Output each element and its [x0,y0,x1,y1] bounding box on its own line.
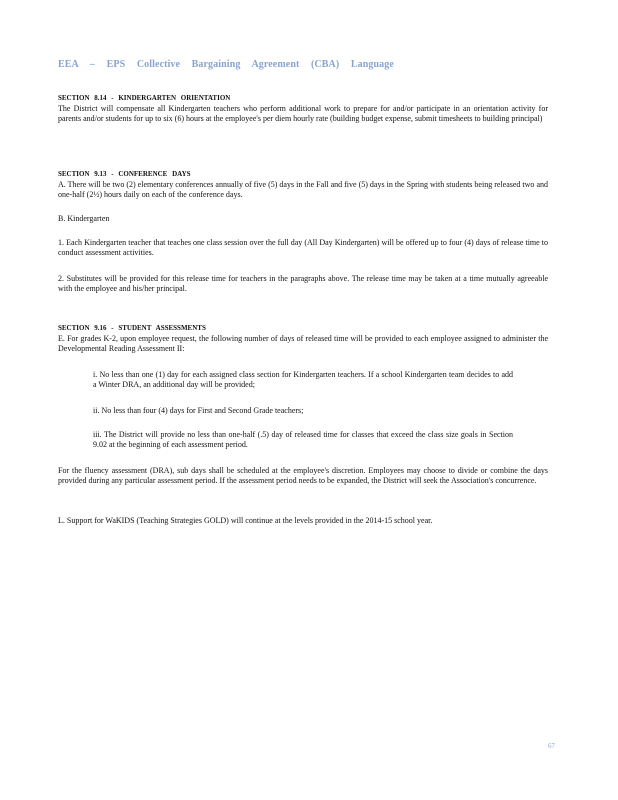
assessment-item-ii: ii. No less than four (4) days for First and Second Grade teachers; [93,406,304,415]
section-heading-8-14: SECTION 8.14 - KINDERGARTEN ORIENTATION [58,94,231,102]
conference-days-paragraph-a: A. There will be two (2) elementary conferences annually of five (5) days in the Fall and five (5) days in the Spring with students being released two and one-half (2½) hours daily on each of the conference days. [58,180,548,199]
section-heading-9-13: SECTION 9.13 - CONFERENCE DAYS [58,170,191,178]
section-8-14-paragraph: The District will compensate all Kindergarten teachers who perform additional work to prepare for and/or participate in an orientation activity for parents and/or students for up to six (6) hours at the employee's per diem hourly rate (building budget expense, submit timesheets to building principal) [58,104,548,123]
document-title: EEA – EPS Collective Bargaining Agreement (CBA) Language [58,59,394,70]
kindergarten-subheading: B. Kindergarten [58,214,110,223]
assessment-item-iii: iii. The District will provide no less than one-half (.5) day of released time for classes that exceed the class size goals in Section 9.02 at the beginning of each assessment period. [93,430,513,449]
kindergarten-item-2: 2. Substitutes will be provided for this release time for teachers in the paragraphs above. The release time may be taken at a time mutually agreeable with the employee and his/her principal. [58,274,548,293]
assessment-item-i: i. No less than one (1) day for each assigned class section for Kindergarten teachers. If a school Kindergarten team decides to add a Winter DRA, an additional day will be provided; [93,370,513,389]
fluency-assessment-paragraph: For the fluency assessment (DRA), sub days shall be scheduled at the employee's discretion. Employees may choose to divide or combine the days provided during any particular assessment period. If the assessment period needs to be expanded, the District will seek the Association's concurrence. [58,466,548,485]
student-assessments-paragraph-e: E. For grades K-2, upon employee request, the following number of days of released time will be provided to each employee assigned to administer the Developmental Reading Assessment II: [58,334,548,353]
section-heading-9-16: SECTION 9.16 - STUDENT ASSESSMENTS [58,324,206,332]
page-number: 67 [548,742,555,750]
wakids-paragraph-l: L. Support for WaKIDS (Teaching Strategies GOLD) will continue at the levels provided in the 2014-15 school year. [58,516,433,525]
kindergarten-item-1: 1. Each Kindergarten teacher that teaches one class session over the full day (All Day Kindergarten) will be offered up to four (4) days of release time to conduct assessment activities. [58,238,548,257]
